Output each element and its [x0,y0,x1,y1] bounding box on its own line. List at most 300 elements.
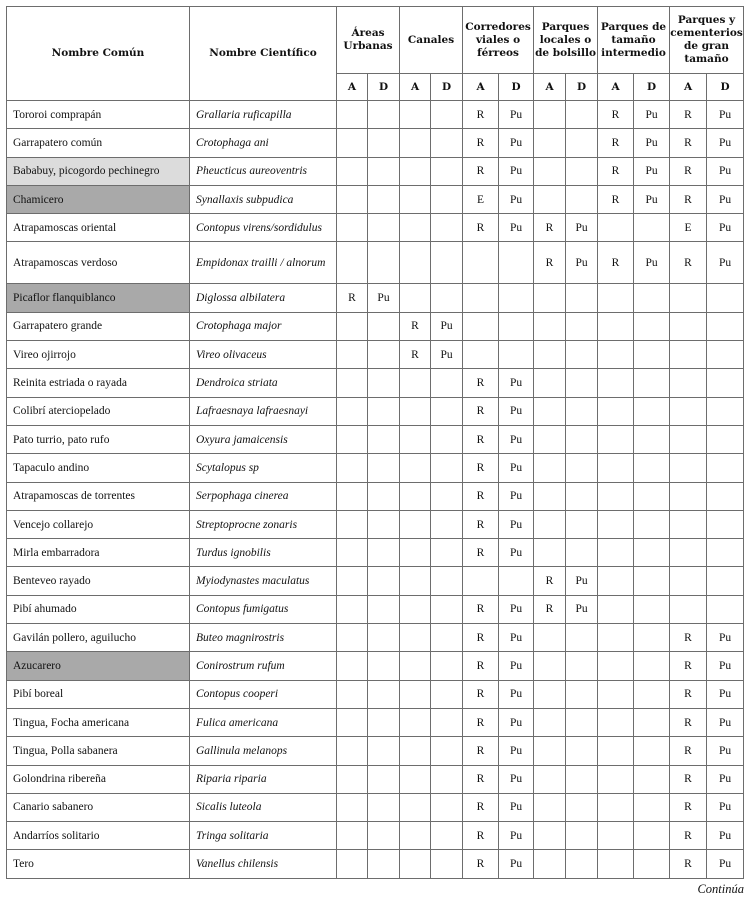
status-cell [431,284,463,312]
status-cell: Pu [707,101,744,129]
table-row [7,737,744,765]
status-cell: R [670,157,707,185]
header-scientific-name: Nombre Científico [190,7,337,101]
status-cell [368,129,400,157]
common-name-cell: Chamicero [7,185,190,213]
table-row [7,539,744,567]
status-cell: Pu [707,214,744,242]
status-cell [634,341,670,369]
status-cell [337,624,368,652]
header-group-corridors: Corredores viales o férreos [463,7,534,74]
status-cell [566,129,598,157]
common-name-cell: Atrapamoscas oriental [7,214,190,242]
scientific-name-cell: Vireo olivaceus [190,341,337,369]
status-cell: R [598,242,634,284]
status-cell [337,157,368,185]
status-cell: R [463,129,499,157]
status-cell [431,129,463,157]
status-cell [670,341,707,369]
status-cell [400,454,431,482]
status-cell [534,822,566,850]
scientific-name-cell: Contopus cooperi [190,680,337,708]
header-group-large-parks: Parques y cementerios de gran tamaño [670,7,744,74]
status-cell [598,737,634,765]
status-cell [534,157,566,185]
table-row [7,341,744,369]
status-cell: R [463,850,499,878]
status-cell [431,454,463,482]
status-cell: Pu [499,822,534,850]
status-cell [368,185,400,213]
status-cell [534,850,566,878]
status-cell [598,680,634,708]
table-row [7,482,744,510]
status-cell [463,567,499,595]
status-cell: Pu [499,539,534,567]
status-cell [670,425,707,453]
status-cell: R [534,567,566,595]
status-cell: R [534,595,566,623]
scientific-name-cell: Dendroica striata [190,369,337,397]
status-cell [707,510,744,538]
status-cell: R [337,284,368,312]
status-cell: Pu [707,185,744,213]
status-cell: Pu [634,242,670,284]
scientific-name-cell: Contopus virens/sordidulus [190,214,337,242]
status-cell: R [670,129,707,157]
status-cell: R [670,822,707,850]
status-cell [368,101,400,129]
status-cell [337,567,368,595]
header-group-mid-parks: Parques de tamaño intermedio [598,7,670,74]
status-cell [337,482,368,510]
scientific-name-cell: Vanellus chilensis [190,850,337,878]
status-cell: Pu [634,129,670,157]
status-cell [598,652,634,680]
status-cell [368,454,400,482]
status-cell [634,680,670,708]
status-cell [368,595,400,623]
status-cell: R [670,708,707,736]
status-cell [337,397,368,425]
status-cell: R [670,793,707,821]
status-cell: Pu [707,680,744,708]
status-cell [634,822,670,850]
scientific-name-cell: Crotophaga major [190,312,337,340]
status-cell [431,624,463,652]
table-row [7,822,744,850]
status-cell [499,567,534,595]
status-cell [337,101,368,129]
status-cell: E [670,214,707,242]
scientific-name-cell: Empidonax trailli / alnorum [190,242,337,284]
table-row [7,242,744,284]
status-cell [337,595,368,623]
status-cell [368,850,400,878]
status-cell [566,101,598,129]
status-cell [431,737,463,765]
subheader-d: D [431,74,463,101]
scientific-name-cell: Myiodynastes maculatus [190,567,337,595]
status-cell: Pu [566,214,598,242]
status-cell: R [463,425,499,453]
status-cell: R [463,510,499,538]
status-cell [431,595,463,623]
status-cell [634,510,670,538]
status-cell [499,312,534,340]
common-name-cell: Pibí boreal [7,680,190,708]
status-cell [368,539,400,567]
status-cell [431,101,463,129]
status-cell: R [598,185,634,213]
header-group-urban: Áreas Urbanas [337,7,400,74]
status-cell [634,369,670,397]
scientific-name-cell: Turdus ignobilis [190,539,337,567]
status-cell [534,129,566,157]
status-cell: Pu [499,510,534,538]
subheader-a: A [337,74,368,101]
status-cell: Pu [499,680,534,708]
common-name-cell: Canario sabanero [7,793,190,821]
status-cell [400,101,431,129]
status-cell [400,793,431,821]
status-cell: R [463,822,499,850]
scientific-name-cell: Tringa solitaria [190,822,337,850]
status-cell: Pu [499,185,534,213]
status-cell: Pu [431,312,463,340]
table-row [7,793,744,821]
status-cell [534,652,566,680]
scientific-name-cell: Crotophaga ani [190,129,337,157]
status-cell [598,822,634,850]
status-cell: R [598,129,634,157]
status-cell [598,539,634,567]
subheader-d: D [368,74,400,101]
status-cell [598,284,634,312]
common-name-cell: Pibí ahumado [7,595,190,623]
status-cell: Pu [634,157,670,185]
status-cell [634,539,670,567]
status-cell [368,567,400,595]
status-cell: Pu [634,185,670,213]
status-cell: R [463,652,499,680]
status-cell [431,652,463,680]
status-cell: Pu [566,595,598,623]
status-cell [634,482,670,510]
table-row [7,101,744,129]
table-row [7,595,744,623]
status-cell [598,341,634,369]
status-cell [598,425,634,453]
header-common-name: Nombre Común [7,7,190,101]
status-cell [598,214,634,242]
status-cell [634,708,670,736]
status-cell [598,482,634,510]
scientific-name-cell: Riparia riparia [190,765,337,793]
subheader-a: A [463,74,499,101]
status-cell [534,185,566,213]
subheader-a: A [670,74,707,101]
status-cell [534,425,566,453]
status-cell [368,822,400,850]
scientific-name-cell: Pheucticus aureoventris [190,157,337,185]
status-cell [634,454,670,482]
status-cell [431,765,463,793]
scientific-name-cell: Contopus fumigatus [190,595,337,623]
common-name-cell: Vireo ojirrojo [7,341,190,369]
table-row [7,214,744,242]
status-cell: Pu [431,341,463,369]
scientific-name-cell: Serpophaga cinerea [190,482,337,510]
common-name-cell: Tingua, Polla sabanera [7,737,190,765]
status-cell: R [463,214,499,242]
common-name-cell: Mirla embarradora [7,539,190,567]
status-cell [566,157,598,185]
table-row [7,454,744,482]
status-cell [400,242,431,284]
status-cell [534,708,566,736]
status-cell [566,539,598,567]
status-cell: R [670,680,707,708]
common-name-cell: Pato turrio, pato rufo [7,425,190,453]
status-cell [431,680,463,708]
status-cell [431,157,463,185]
status-cell: R [463,624,499,652]
status-cell [400,624,431,652]
status-cell: Pu [499,595,534,623]
common-name-cell: Garrapatero grande [7,312,190,340]
status-cell: Pu [707,157,744,185]
table-row [7,510,744,538]
status-cell: Pu [499,708,534,736]
status-cell [566,680,598,708]
status-cell: Pu [499,482,534,510]
status-cell [337,129,368,157]
common-name-cell: Azucarero [7,652,190,680]
status-cell [400,765,431,793]
table-row [7,624,744,652]
status-cell [368,369,400,397]
status-cell: Pu [499,454,534,482]
scientific-name-cell: Grallaria ruficapilla [190,101,337,129]
status-cell: Pu [499,793,534,821]
status-cell [634,595,670,623]
scientific-name-cell: Synallaxis subpudica [190,185,337,213]
common-name-cell: Garrapatero común [7,129,190,157]
status-cell [566,850,598,878]
status-cell [534,312,566,340]
status-cell [566,624,598,652]
status-cell [707,284,744,312]
subheader-d: D [566,74,598,101]
status-cell [670,312,707,340]
common-name-cell: Reinita estriada o rayada [7,369,190,397]
scientific-name-cell: Conirostrum rufum [190,652,337,680]
status-cell [431,539,463,567]
status-cell [534,539,566,567]
status-cell [368,214,400,242]
status-cell: R [670,242,707,284]
status-cell [431,850,463,878]
status-cell [400,369,431,397]
common-name-cell: Vencejo collarejo [7,510,190,538]
status-cell [400,680,431,708]
status-cell [337,341,368,369]
status-cell [534,482,566,510]
subheader-d: D [634,74,670,101]
status-cell [566,482,598,510]
status-cell [368,341,400,369]
status-cell [707,595,744,623]
status-cell [337,214,368,242]
status-cell [566,737,598,765]
status-cell [431,567,463,595]
status-cell [499,242,534,284]
status-cell [566,454,598,482]
status-cell: Pu [707,822,744,850]
status-cell [400,214,431,242]
status-cell [598,312,634,340]
status-cell [337,425,368,453]
status-cell [431,397,463,425]
table-row [7,369,744,397]
status-cell [566,510,598,538]
status-cell [431,793,463,821]
scientific-name-cell: Diglossa albilatera [190,284,337,312]
status-cell: E [463,185,499,213]
status-cell [368,397,400,425]
scientific-name-cell: Scytalopus sp [190,454,337,482]
status-cell: Pu [499,737,534,765]
status-cell [368,652,400,680]
table-row [7,765,744,793]
status-cell [670,284,707,312]
status-cell: R [463,397,499,425]
header-group-canals: Canales [400,7,463,74]
status-cell [337,793,368,821]
status-cell: R [463,793,499,821]
common-name-cell: Tororoi comprapán [7,101,190,129]
status-cell [431,369,463,397]
status-cell [634,652,670,680]
scientific-name-cell: Oxyura jamaicensis [190,425,337,453]
table-row [7,708,744,736]
status-cell [431,822,463,850]
common-name-cell: Benteveo rayado [7,567,190,595]
status-cell: Pu [707,737,744,765]
status-cell: R [400,312,431,340]
status-cell [400,510,431,538]
table-row [7,425,744,453]
status-cell [634,567,670,595]
status-cell [634,624,670,652]
status-cell [634,793,670,821]
status-cell [598,765,634,793]
status-cell [566,708,598,736]
status-cell [400,185,431,213]
status-cell [534,680,566,708]
status-cell: Pu [707,242,744,284]
table-row [7,397,744,425]
status-cell: R [463,157,499,185]
status-cell [337,708,368,736]
scientific-name-cell: Streptoprocne zonaris [190,510,337,538]
scientific-name-cell: Lafraesnaya lafraesnayi [190,397,337,425]
status-cell [566,341,598,369]
status-cell [598,850,634,878]
status-cell [463,312,499,340]
status-cell [566,185,598,213]
status-cell [598,567,634,595]
status-cell: R [670,101,707,129]
status-cell [634,737,670,765]
status-cell [670,454,707,482]
status-cell: R [670,185,707,213]
status-cell [368,793,400,821]
status-cell [337,185,368,213]
common-name-cell: Gavilán pollero, aguilucho [7,624,190,652]
status-cell [566,369,598,397]
status-cell [598,793,634,821]
status-cell [400,425,431,453]
status-cell [566,312,598,340]
subheader-a: A [400,74,431,101]
table-row [7,850,744,878]
status-cell [534,341,566,369]
status-cell [400,567,431,595]
status-cell [707,539,744,567]
status-cell: Pu [499,850,534,878]
table-row [7,680,744,708]
status-cell [634,425,670,453]
status-cell [634,312,670,340]
status-cell [368,312,400,340]
subheader-a: A [534,74,566,101]
status-cell: R [534,214,566,242]
status-cell [368,624,400,652]
status-cell: R [670,765,707,793]
status-cell [566,793,598,821]
status-cell [598,454,634,482]
status-cell [368,708,400,736]
status-cell [463,341,499,369]
status-cell [400,397,431,425]
status-cell: Pu [499,652,534,680]
status-cell [337,369,368,397]
status-cell [337,850,368,878]
table-row [7,157,744,185]
status-cell [431,214,463,242]
status-cell: R [670,737,707,765]
species-habitat-table [6,6,744,879]
status-cell [566,425,598,453]
scientific-name-cell: Sicalis luteola [190,793,337,821]
status-cell [534,454,566,482]
status-cell: R [463,680,499,708]
table-row [7,185,744,213]
status-cell [431,482,463,510]
status-cell [337,652,368,680]
status-cell: R [463,482,499,510]
status-cell [400,129,431,157]
status-cell: R [463,595,499,623]
status-cell [400,157,431,185]
status-cell [431,425,463,453]
status-cell [368,242,400,284]
status-cell: R [463,101,499,129]
common-name-cell: Atrapamoscas verdoso [7,242,190,284]
status-cell: Pu [707,765,744,793]
